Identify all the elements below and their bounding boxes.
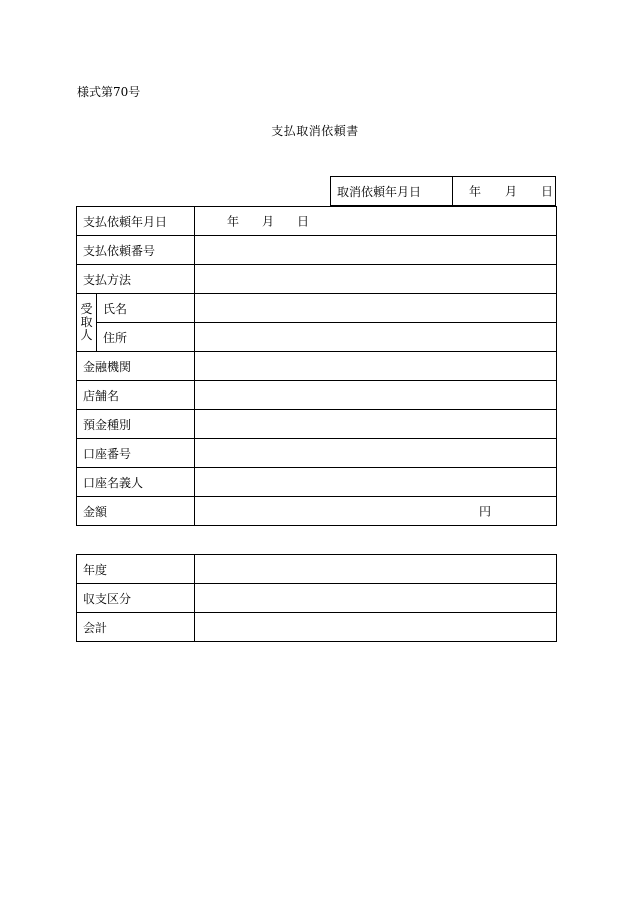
amount-field[interactable] <box>195 497 557 526</box>
recipient-address-label: 住所 <box>97 323 195 352</box>
document-title: 支払取消依頼書 <box>271 124 359 138</box>
table-row <box>77 468 557 497</box>
cancel-request-date-box <box>330 176 556 206</box>
table-row <box>77 555 557 584</box>
table-row <box>77 265 557 294</box>
recipient-address-field[interactable] <box>195 323 557 352</box>
recipient-group-label: 受 取 人 <box>77 294 97 352</box>
table-row <box>77 294 557 323</box>
payment-request-number-field[interactable] <box>195 236 557 265</box>
branch-label: 店舗名 <box>77 381 195 410</box>
table-row <box>77 236 557 265</box>
table-row <box>77 613 557 642</box>
deposit-type-label: 預金種別 <box>77 410 195 439</box>
cancel-request-date-label: 取消依頼年月日 <box>331 177 453 205</box>
fiscal-year-label: 年度 <box>77 555 195 584</box>
amount-label: 金額 <box>77 497 195 526</box>
table-row <box>77 352 557 381</box>
payment-method-field[interactable] <box>195 265 557 294</box>
year-marker: 年 <box>469 184 482 199</box>
payment-request-date-label: 支払依頼年月日 <box>77 207 195 236</box>
table-row <box>77 497 557 526</box>
branch-field[interactable] <box>195 381 557 410</box>
accounting-info-table <box>76 554 557 642</box>
deposit-type-field[interactable] <box>195 410 557 439</box>
table-row <box>77 207 557 236</box>
account-number-field[interactable] <box>195 439 557 468</box>
day-marker: 日 <box>541 184 554 199</box>
bank-label: 金融機関 <box>77 352 195 381</box>
fiscal-year-field[interactable] <box>195 555 557 584</box>
accounting-field[interactable] <box>195 613 557 642</box>
month-marker: 月 <box>262 214 275 229</box>
income-expense-category-field[interactable] <box>195 584 557 613</box>
payment-request-number-label: 支払依頼番号 <box>77 236 195 265</box>
day-marker: 日 <box>297 214 310 229</box>
table-row <box>77 323 557 352</box>
recipient-name-field[interactable] <box>195 294 557 323</box>
account-holder-label: 口座名義人 <box>77 468 195 497</box>
year-marker: 年 <box>227 214 240 229</box>
table-row <box>77 584 557 613</box>
payment-request-date-field[interactable] <box>195 207 557 236</box>
yen-unit: 円 <box>479 504 492 519</box>
bank-field[interactable] <box>195 352 557 381</box>
income-expense-category-label: 収支区分 <box>77 584 195 613</box>
payment-method-label: 支払方法 <box>77 265 195 294</box>
recipient-name-label: 氏名 <box>97 294 195 323</box>
month-marker: 月 <box>505 184 518 199</box>
account-holder-field[interactable] <box>195 468 557 497</box>
cancel-request-date-field[interactable] <box>453 177 555 205</box>
table-row <box>77 439 557 468</box>
accounting-label: 会計 <box>77 613 195 642</box>
payment-cancel-form-table <box>76 206 557 526</box>
form-number: 様式第70号 <box>77 85 141 99</box>
table-row <box>77 410 557 439</box>
account-number-label: 口座番号 <box>77 439 195 468</box>
table-row <box>77 381 557 410</box>
